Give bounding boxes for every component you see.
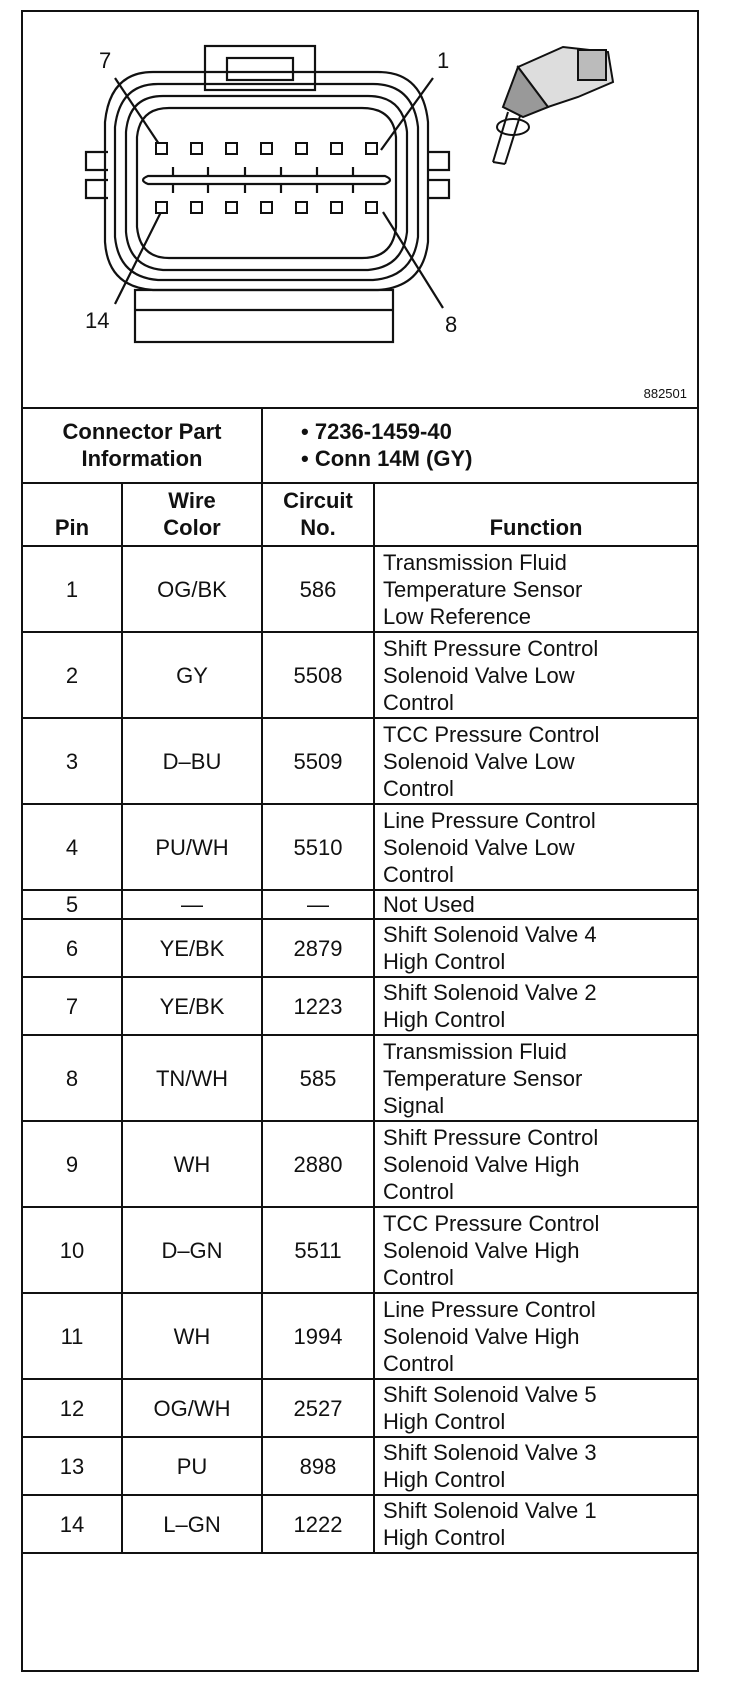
function-line: Shift Pressure Control	[383, 1124, 599, 1150]
wire-color-cell: OG/BK	[122, 546, 262, 632]
table-row	[23, 1293, 697, 1379]
function-line: Temperature Sensor	[383, 1065, 583, 1091]
function-line: Signal	[383, 1092, 445, 1118]
wire-color-cell: GY	[122, 632, 262, 718]
wire-color-cell: PU/WH	[122, 804, 262, 890]
circuit-cell: 1223	[262, 977, 374, 1035]
function-line: Solenoid Valve Low	[383, 662, 575, 688]
table-row	[23, 1495, 697, 1553]
table-row	[23, 632, 697, 718]
connector-description: • Conn 14M (GY)	[301, 445, 473, 471]
function-line: Control	[383, 689, 454, 715]
function-line: High Control	[383, 1525, 506, 1550]
pin-cell: 6	[23, 919, 122, 977]
function-line: Shift Solenoid Valve 1	[383, 1498, 597, 1523]
column-wire-color: Wire Color	[122, 483, 262, 546]
pin-cell: 9	[23, 1121, 122, 1207]
function-line: Shift Solenoid Valve 4	[383, 922, 597, 947]
connector-sheet	[21, 10, 699, 1672]
function-cell	[374, 632, 697, 718]
column-header-row	[23, 483, 697, 546]
function-line: Shift Solenoid Valve 3	[383, 1440, 597, 1465]
sensor-illustration-icon	[493, 47, 613, 164]
table-row	[23, 977, 697, 1035]
connector-info-row	[23, 407, 697, 483]
pin-cell: 13	[23, 1437, 122, 1495]
pin-cell: 2	[23, 632, 122, 718]
function-line: Not Used	[383, 892, 475, 917]
function-line: TCC Pressure Control	[383, 721, 600, 747]
connector-pin-table	[23, 407, 697, 1554]
function-line: Control	[383, 861, 454, 887]
wire-color-cell: WH	[122, 1121, 262, 1207]
circuit-cell: 2880	[262, 1121, 374, 1207]
connector-figure	[23, 12, 697, 409]
table-row	[23, 1035, 697, 1121]
function-cell	[374, 919, 697, 977]
wire-color-cell: L–GN	[122, 1495, 262, 1553]
pin-cell: 7	[23, 977, 122, 1035]
circuit-cell: 1222	[262, 1495, 374, 1553]
function-line: Solenoid Valve High	[383, 1151, 580, 1177]
function-cell	[374, 890, 697, 919]
function-line: Control	[383, 1264, 454, 1290]
function-cell	[374, 1035, 697, 1121]
wire-color-cell: YE/BK	[122, 919, 262, 977]
function-cell	[374, 804, 697, 890]
wire-color-cell: —	[122, 890, 262, 919]
pin-cell: 12	[23, 1379, 122, 1437]
function-line: Shift Solenoid Valve 2	[383, 980, 597, 1005]
function-line: High Control	[383, 949, 506, 974]
function-cell	[374, 546, 697, 632]
circuit-cell: 5511	[262, 1207, 374, 1293]
function-line: High Control	[383, 1409, 506, 1434]
wire-color-cell: YE/BK	[122, 977, 262, 1035]
table-row	[23, 890, 697, 919]
connector-part-values	[262, 407, 697, 483]
column-circuit-no: Circuit No.	[262, 483, 374, 546]
circuit-cell: 898	[262, 1437, 374, 1495]
connector-face-drawing	[23, 12, 697, 405]
function-line: Control	[383, 1350, 454, 1376]
table-row	[23, 804, 697, 890]
pin-cell: 8	[23, 1035, 122, 1121]
callout-pin-14: 14	[85, 308, 110, 333]
circuit-cell: 5510	[262, 804, 374, 890]
function-cell	[374, 977, 697, 1035]
pin-cell: 1	[23, 546, 122, 632]
table-row	[23, 919, 697, 977]
circuit-cell: 5509	[262, 718, 374, 804]
wire-color-cell: TN/WH	[122, 1035, 262, 1121]
circuit-cell: 2527	[262, 1379, 374, 1437]
column-function: Function	[374, 483, 697, 546]
wire-color-cell: D–GN	[122, 1207, 262, 1293]
table-row	[23, 1437, 697, 1495]
function-line: Solenoid Valve High	[383, 1237, 580, 1263]
function-line: Temperature Sensor	[383, 576, 583, 602]
function-cell	[374, 1293, 697, 1379]
function-line: Control	[383, 1178, 454, 1204]
function-line: Shift Solenoid Valve 5	[383, 1382, 597, 1407]
pin-cell: 5	[23, 890, 122, 919]
function-line: Shift Pressure Control	[383, 635, 599, 661]
function-cell	[374, 718, 697, 804]
function-cell	[374, 1495, 697, 1553]
connector-part-label: Connector Part Information	[23, 407, 262, 483]
function-line: Solenoid Valve Low	[383, 834, 575, 860]
function-line: Solenoid Valve High	[383, 1323, 580, 1349]
callout-pin-1: 1	[437, 48, 450, 73]
function-cell	[374, 1437, 697, 1495]
function-line: Low Reference	[383, 603, 531, 629]
wire-color-cell: OG/WH	[122, 1379, 262, 1437]
function-cell	[374, 1207, 697, 1293]
function-line: High Control	[383, 1467, 506, 1492]
wire-color-cell: D–BU	[122, 718, 262, 804]
function-line: Transmission Fluid	[383, 549, 567, 575]
function-cell	[374, 1379, 697, 1437]
function-line: Control	[383, 775, 454, 801]
function-line: Solenoid Valve Low	[383, 748, 575, 774]
wire-color-cell: WH	[122, 1293, 262, 1379]
circuit-cell: —	[262, 890, 374, 919]
function-line: Line Pressure Control	[383, 807, 596, 833]
pin-cell: 10	[23, 1207, 122, 1293]
function-line: Line Pressure Control	[383, 1296, 596, 1322]
pin-cell: 11	[23, 1293, 122, 1379]
table-row	[23, 1121, 697, 1207]
table-row	[23, 1379, 697, 1437]
pin-cell: 14	[23, 1495, 122, 1553]
function-line: TCC Pressure Control	[383, 1210, 600, 1236]
circuit-cell: 586	[262, 546, 374, 632]
table-row	[23, 718, 697, 804]
circuit-cell: 1994	[262, 1293, 374, 1379]
function-line: High Control	[383, 1007, 506, 1032]
circuit-cell: 585	[262, 1035, 374, 1121]
column-pin: Pin	[23, 483, 122, 546]
circuit-cell: 5508	[262, 632, 374, 718]
table-row	[23, 546, 697, 632]
function-cell	[374, 1121, 697, 1207]
part-number: • 7236-1459-40	[301, 418, 452, 444]
figure-id: 882501	[643, 386, 687, 401]
circuit-cell: 2879	[262, 919, 374, 977]
pin-cell: 3	[23, 718, 122, 804]
pin-cell: 4	[23, 804, 122, 890]
callout-pin-7: 7	[99, 48, 112, 73]
table-row	[23, 1207, 697, 1293]
callout-pin-8: 8	[445, 312, 458, 337]
function-line: Transmission Fluid	[383, 1038, 567, 1064]
wire-color-cell: PU	[122, 1437, 262, 1495]
